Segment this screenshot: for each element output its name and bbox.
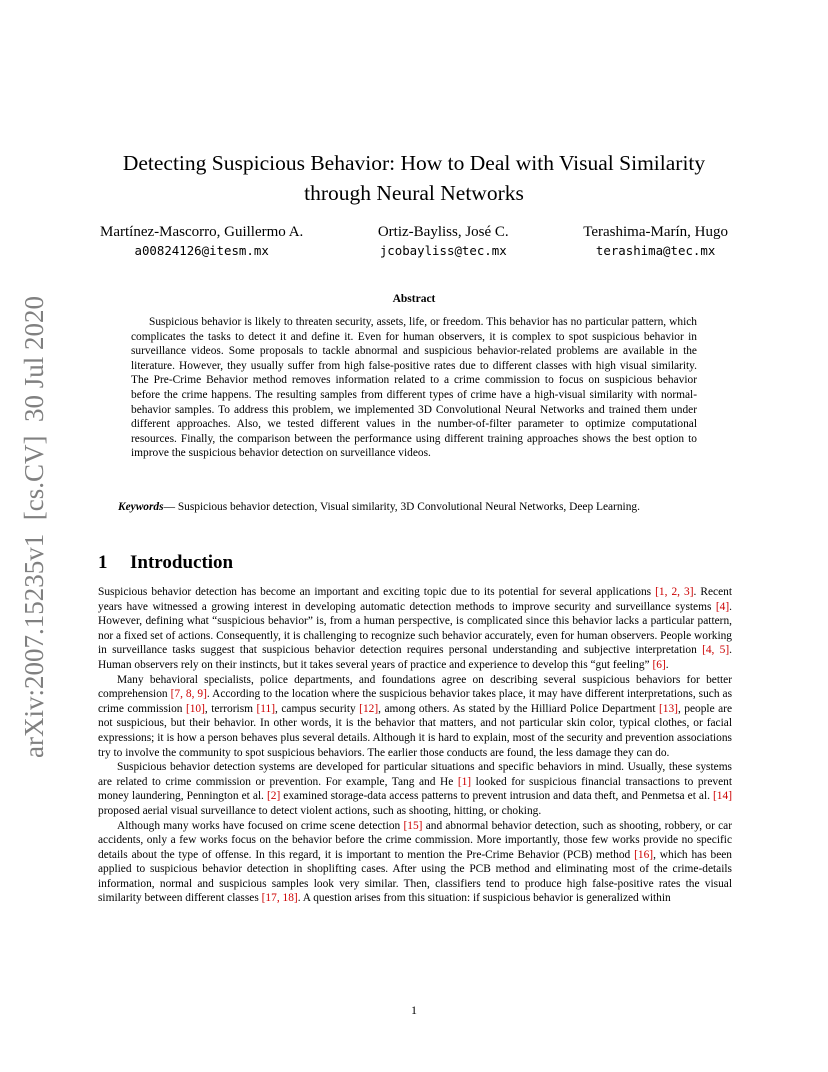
citation-link[interactable]: [7, 8, 9] xyxy=(170,688,207,701)
author-name: Terashima-Marín, Hugo xyxy=(583,224,728,240)
paragraph-text: . xyxy=(665,658,669,671)
paragraph-text: , which has been applied to suspicious behavior detection in shoplifting cases. After using the PCB method and eliminating most of the crime-details information, normal and suspicious samples look very similar. Then, classifiers tend to produce high false-positive rates the visual similarity between different classes xyxy=(98,848,733,905)
author-name: Martínez-Mascorro, Guillermo A. xyxy=(100,224,304,240)
citation-link[interactable]: [13] xyxy=(658,702,678,715)
section-number: 1 xyxy=(98,552,108,573)
author-list xyxy=(100,223,728,260)
paragraph-text: and abnormal behavior detection, such as shooting, robbery, or car accidents, only a few works focus on the behavior before the crime commission. More importantly, those few works provide no specific details about the type of offense. In this regard, it is important to mention the Pre-Crime Behavior (PCB) method xyxy=(98,819,732,861)
citation-link[interactable]: [4] xyxy=(715,600,730,613)
paragraph-text: examined storage-data access patterns to prevent intrusion and data theft, and Penmetsa et al. xyxy=(280,790,714,803)
author-email: jcobayliss@tec.mx xyxy=(379,243,507,258)
citation-link[interactable]: [6] xyxy=(652,658,666,671)
citation-link[interactable]: [1, 2, 3] xyxy=(655,586,694,598)
citation-link[interactable]: [2] xyxy=(266,790,281,803)
citation-link[interactable]: [15] xyxy=(403,819,423,832)
paragraph-text: . Recent years have witnessed a growing interest in developing automatic detection methods to improve security and surveillance systems xyxy=(98,586,732,613)
author-block xyxy=(583,223,728,260)
abstract-heading: Abstract xyxy=(392,293,436,305)
citation-link[interactable]: [1] xyxy=(457,775,472,788)
paragraph-text: proposed aerial visual surveillance to detect violent actions, such as shooting, hitting, or choking. xyxy=(98,804,542,817)
citation-link[interactable]: [17, 18] xyxy=(261,892,298,905)
paragraph-text: , campus security xyxy=(275,702,360,715)
paragraph-text: . A question arises from this situation: if suspicious behavior is generalized within xyxy=(297,892,671,905)
paragraph-text: Suspicious behavior detection systems are developed for particular situations and specific behaviors in mind. Usually, these systems are related to crime commission or prevention. For example, Tang and He xyxy=(98,761,732,788)
citation-link[interactable]: [11] xyxy=(256,702,276,715)
keywords-label: Keywords xyxy=(118,501,164,513)
author-email: terashima@tec.mx xyxy=(595,243,716,258)
author-email: a00824126@itesm.mx xyxy=(134,243,269,258)
paragraph xyxy=(98,760,732,818)
paragraph-text: looked for suspicious financial transactions to prevent money laundering, Pennington et al. xyxy=(98,775,732,803)
introduction-body xyxy=(98,585,732,906)
abstract-text: Suspicious behavior is likely to threaten security, assets, life, or freedom. This behavior has no particular pattern, which complicates the tasks to detect it and define it. Even for human observers, it is complex to spot suspicious behavior in surveillance videos. Some proposals to tackle abnormal and suspicious behavior-related problems are available in the literature. However, they usually suffer from high false-positive rates due to different classes with high visual similarity. The Pre-Crime Behavior method removes information related to a crime commission to focus on suspicious behavior before the crime happens. The resulting samples from different types of crime have a high-visual similarity with normal-behavior samples. To address this problem, we implemented 3D Convolutional Neural Networks and trained them under different approaches. Also, we tested different values in the number-of-filter parameter to optimize computational resources. Finally, the comparison between the performance using different training approaches shows the best option to improve the suspicious behavior detection on surveillance videos. xyxy=(131,316,697,460)
paragraph-text: . Human observers rely on their instincts, but it takes several years of practice and experience to develop this “gut feeling” xyxy=(98,644,732,671)
paragraph-text: . According to the location where the suspicious behavior takes place, it may have different interpretations, such as crime commission xyxy=(98,688,733,715)
author-block xyxy=(378,223,509,260)
section-title: Introduction xyxy=(130,552,234,573)
citation-link[interactable]: [10] xyxy=(185,702,205,715)
paragraph-text: , among others. As stated by the Hilliard Police Department xyxy=(378,702,659,715)
citation-link[interactable]: [4, 5] xyxy=(702,644,730,657)
paragraph-text: Many behavioral specialists, police departments, and foundations agree on describing several suspicious behaviors for better comprehension xyxy=(98,673,732,701)
citation-link[interactable]: [16] xyxy=(634,848,654,861)
citation-link[interactable]: [12] xyxy=(359,702,379,715)
author-block xyxy=(100,223,303,260)
paragraph-text: , terrorism xyxy=(204,702,257,715)
author-name: Ortiz-Bayliss, José C. xyxy=(377,224,509,240)
page-number: 1 xyxy=(411,1003,417,1017)
paragraph-text: Although many works have focused on crime scene detection xyxy=(117,819,404,832)
paragraph-text: Suspicious behavior detection has become an important and exciting topic due to its potential for several applications xyxy=(98,586,656,598)
paragraph-text: , people are not suspicious, but their behavior. In other words, it is the behavior that matters, and not particular skin color, typical clothes, or facial expressions; it is how a person behaves plus several details. Although it is hard to explain, most of the security and prevention associations try to involve the community to spot suspicious behaviors. The earlier those conducts are found, the less damage they can do. xyxy=(98,702,733,759)
keywords xyxy=(98,500,732,515)
paragraph-text: . However, defining what “suspicious behavior” is, from a human perspective, is complicated since this behavior lacks a particular pattern, nor a fixed set of actions. Consequently, it is challenging to recognize such behavior accurately, even for human observers. People working in surveillance tasks suggest that suspicious behavior detection requires personal understanding and subjective interpretation xyxy=(98,600,732,657)
paragraph xyxy=(98,585,732,673)
arxiv-identifier: arXiv:2007.15235v1 [cs.CV] 30 Jul 2020 xyxy=(19,296,49,758)
arxiv-watermark xyxy=(14,292,54,762)
paper-title: Detecting Suspicious Behavior: How to Deal with Visual Similarity through Neural Networks xyxy=(122,151,706,205)
paragraph xyxy=(98,819,732,907)
section-heading xyxy=(98,551,233,575)
citation-link[interactable]: [14] xyxy=(713,790,732,803)
keywords-text: — Suspicious behavior detection, Visual similarity, 3D Convolutional Neural Networks, Deep Learning. xyxy=(163,501,640,513)
paragraph xyxy=(98,673,732,761)
